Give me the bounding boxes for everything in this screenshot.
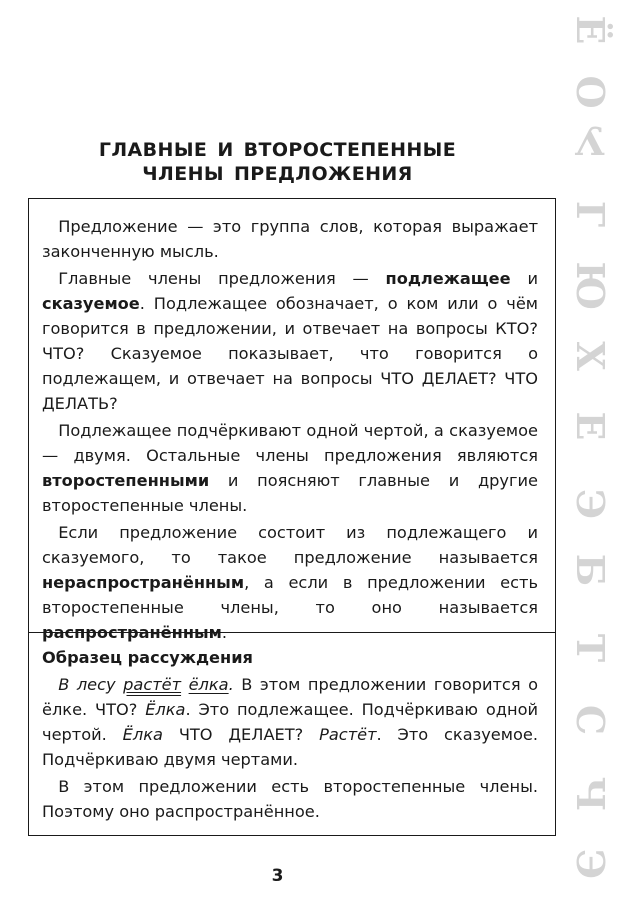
sample-text-7: . Это сказуемое. Подчёркиваю двумя чертами. xyxy=(42,725,538,769)
theory-p4-text-d: . xyxy=(221,623,228,642)
theory-p3-text-a: Подлежащее подчёркивают одной чертой, а сказуемое — двумя. Остальные члены предложения являются xyxy=(42,421,538,465)
example-sentence-start: В лесу xyxy=(58,675,124,694)
sample-subject-repeat: Ёлка xyxy=(122,725,163,744)
sample-text-5: ЧТО ДЕЛАЕТ? xyxy=(162,725,320,744)
page-number: 3 xyxy=(271,866,284,886)
alphabet-decoration-strip xyxy=(560,0,628,908)
sample-section xyxy=(42,645,538,824)
sample-paragraph-2 xyxy=(42,774,538,824)
decorative-letter: Э xyxy=(568,488,613,520)
example-space xyxy=(181,675,189,694)
theory-section xyxy=(42,214,538,645)
sample-text-3: . Это подлежащее. Подчёркиваю одной чертой. xyxy=(42,700,539,744)
theory-p2-text-c: и xyxy=(510,269,538,288)
term-predicate: сказуемое xyxy=(42,294,140,313)
decorative-letter: Ё xyxy=(568,15,613,45)
theory-p2-text-a: Главные члены предложения — xyxy=(58,269,386,288)
decorative-letter: Э xyxy=(568,848,613,880)
theory-paragraph-3 xyxy=(42,418,538,518)
decorative-letter: О xyxy=(568,75,613,109)
term-extended: распространённым xyxy=(42,623,222,642)
sample-heading: Образец рассуждения xyxy=(42,648,253,667)
decorative-letter: Г xyxy=(568,200,613,228)
sample-answer-subject: Ёлка xyxy=(145,700,186,719)
example-subject: ёлка xyxy=(188,675,229,694)
theory-p2-text-d: . Подлежащее обозначает, о ком или о чём говорится в предложении, и отвечает на вопросы КТО? ЧТО? Сказуемое показывает, что говорится о подлежащем, и отвечает на вопросы ЧТО ДЕЛАЕТ? ЧТО ДЕЛАТЬ? xyxy=(42,294,538,413)
theory-p1-text: Предложение — это группа слов, которая выражает законченную мысль. xyxy=(42,217,538,261)
example-predicate: растёт xyxy=(123,675,182,694)
decorative-letter: У xyxy=(574,118,606,163)
decorative-letter: Ю xyxy=(568,261,613,311)
theory-paragraph-2 xyxy=(42,266,538,416)
term-subject: подлежащее xyxy=(385,269,511,288)
theory-p3-text-c: и поясняют главные и другие второстепенные члены. xyxy=(42,471,538,515)
example-period: . xyxy=(228,675,234,694)
title-line-1: ГЛАВНЫЕ И ВТОРОСТЕПЕННЫЕ xyxy=(98,139,457,161)
theory-paragraph-4 xyxy=(42,520,538,645)
decorative-letter: Б xyxy=(568,553,613,587)
page-title xyxy=(0,138,555,186)
sample-p2-text: В этом предложении есть второстепенные члены. Поэтому оно распространённое. xyxy=(42,777,538,821)
theory-p4-text-a: Если предложение состоит из подлежащего и сказуемого, то такое предложение называется xyxy=(42,523,538,567)
decorative-letter: Ч xyxy=(568,776,613,812)
decorative-letter: Х xyxy=(568,341,613,371)
decorative-letter: Т xyxy=(568,633,613,663)
theory-paragraph-1 xyxy=(42,214,538,264)
term-secondary: второстепенными xyxy=(42,471,210,490)
decorative-letter: Е xyxy=(568,411,613,441)
term-unextended: нераспространённым xyxy=(42,573,245,592)
sample-paragraph-1 xyxy=(42,672,538,772)
theory-p4-text-c: , а если в предложении есть второстепенные члены, то оно называется xyxy=(42,573,538,617)
sample-answer-predicate: Растёт xyxy=(319,725,377,744)
decorative-letter: С xyxy=(568,704,613,736)
sample-text-1: В этом предложении говорится о ёлке. ЧТО? xyxy=(42,675,538,719)
title-line-2: ЧЛЕНЫ ПРЕДЛОЖЕНИЯ xyxy=(142,163,413,185)
